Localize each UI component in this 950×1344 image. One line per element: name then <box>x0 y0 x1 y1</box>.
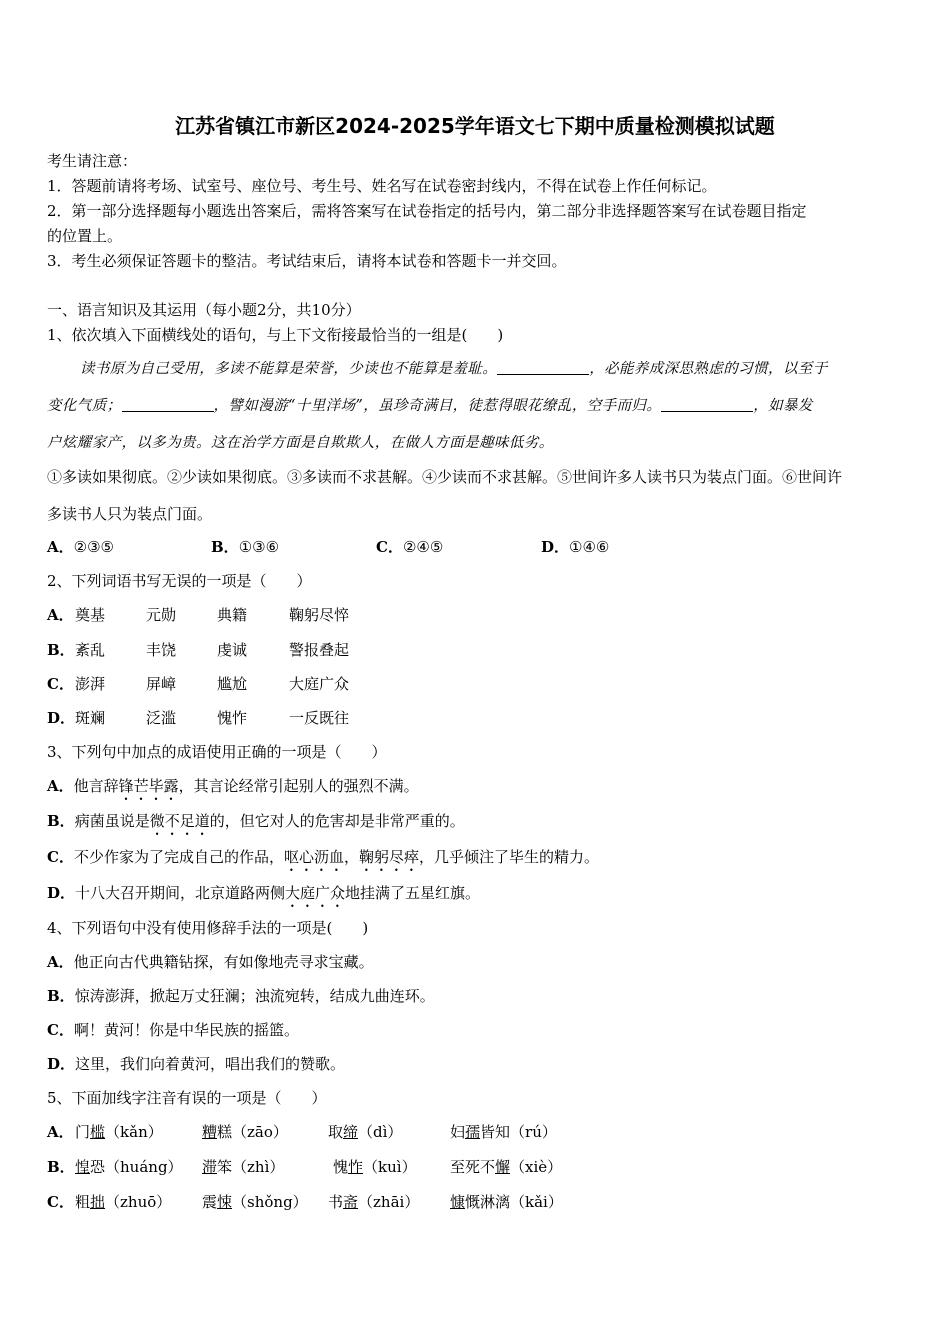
underlined-char: 孺 <box>465 1123 481 1141</box>
q4-option-c[interactable]: C．啊！黄河！你是中华民族的摇篮。 <box>47 1021 299 1039</box>
q1-option-d[interactable]: D．①④⑥ <box>541 538 610 556</box>
q5-item: 书斋（zhāi） <box>328 1193 420 1211</box>
q2-word: 斑斓 <box>75 709 106 727</box>
q4-option-a[interactable]: A．他正向古代典籍钻探，有如像地壳寻求宝藏。 <box>47 953 374 971</box>
q5-option-a[interactable]: A． <box>47 1123 74 1141</box>
q3-option-c[interactable]: C．不少作家为了完成自己的作品，呕心沥血，鞠躬尽瘁，几乎倾注了毕生的精力。 <box>47 848 599 866</box>
underlined-char: 缔 <box>343 1123 359 1141</box>
q2-stem: 2、下列词语书写无误的一项是（ ） <box>47 572 312 590</box>
notice-item: 2．第一部分选择题每小题选出答案后，需将答案写在试卷指定的括号内，第二部分非选择题答案写在试卷题目指定 <box>47 202 807 220</box>
underlined-char: 悚 <box>217 1193 233 1211</box>
page-title: 江苏省镇江市新区2024-2025学年语文七下期中质量检测模拟试题 <box>175 114 775 138</box>
emphasized-idiom: 微不足道 <box>149 812 210 830</box>
q5-item: 糟糕（zāo） <box>202 1123 288 1141</box>
q1-stem: 1、依次填入下面横线处的语句，与上下文衔接最恰当的一组是( ) <box>47 326 504 344</box>
q2-word: 大庭广众 <box>289 675 350 693</box>
q3-stem: 3、下列句中加点的成语使用正确的一项是（ ） <box>47 743 387 761</box>
q1-passage-line: 变化气质； ，譬如漫游“十里洋场”，虽珍奇满目，徒惹得眼花缭乱，空手而归。 ，如暴发 <box>47 398 813 414</box>
q2-word: 澎湃 <box>75 675 106 693</box>
q2-word: 愧怍 <box>217 709 248 727</box>
underlined-char: 慷 <box>450 1193 466 1211</box>
q2-word: 紊乱 <box>75 641 106 659</box>
q2-word: 元勋 <box>146 606 177 624</box>
q3-option-d[interactable]: D．十八大召开期间，北京道路两侧大庭广众地挂满了五星红旗。 <box>47 884 481 902</box>
answer-blank <box>497 360 589 375</box>
q2-word: 屏嶂 <box>146 675 177 693</box>
underlined-char: 怍 <box>348 1158 364 1176</box>
underlined-char: 拙 <box>90 1193 106 1211</box>
q5-item: 震悚（shǒng） <box>202 1193 308 1211</box>
notice-item: 1．答题前请将考场、试室号、座位号、考生号、姓名写在试卷密封线内，不得在试卷上作任何标记。 <box>47 177 717 195</box>
q1-choices-line: 多读书人只为装点门面。 <box>47 505 213 523</box>
answer-blank <box>122 397 214 412</box>
q1-option-c[interactable]: C．②④⑤ <box>376 538 444 556</box>
underlined-char: 斋 <box>343 1193 359 1211</box>
q5-item: 妇孺皆知（rú） <box>450 1123 557 1141</box>
q2-word: 警报叠起 <box>289 641 350 659</box>
q1-passage-line: 读书原为自己受用，多读不能算是荣誉，少读也不能算是羞耻。 ，必能养成深思熟虑的习惯，以至于 <box>80 361 828 377</box>
q2-word: 典籍 <box>217 606 248 624</box>
q5-option-b[interactable]: B． <box>47 1158 75 1176</box>
q3-option-a[interactable]: A．他言辞锋芒毕露，其言论经常引起别人的强烈不满。 <box>47 777 419 795</box>
q1-option-a[interactable]: A．②③⑤ <box>47 538 114 556</box>
answer-blank <box>661 397 753 412</box>
q1-passage-line: 户炫耀家产，以多为贵。这在治学方面是自欺欺人，在做人方面是趣味低劣。 <box>47 435 554 451</box>
emphasized-idiom: 锋芒毕露 <box>118 777 179 795</box>
underlined-char: 懈 <box>495 1158 511 1176</box>
q4-option-d[interactable]: D．这里，我们向着黄河，唱出我们的赞歌。 <box>47 1055 346 1073</box>
q2-option-c[interactable]: C． <box>47 675 74 693</box>
q2-word: 尴尬 <box>217 675 248 693</box>
q2-word: 奠基 <box>75 606 106 624</box>
q4-stem: 4、下列语句中没有使用修辞手法的一项是( ) <box>47 919 369 937</box>
q5-item: 滞笨（zhì） <box>202 1158 285 1176</box>
notice-heading: 考生请注意： <box>47 152 138 170</box>
q2-word: 泛滥 <box>146 709 177 727</box>
q1-option-b[interactable]: B．①③⑥ <box>211 538 280 556</box>
q5-item: 惶恐（huáng） <box>75 1158 183 1176</box>
underlined-char: 糟 <box>202 1123 218 1141</box>
q5-option-c[interactable]: C． <box>47 1193 74 1211</box>
q5-item: 粗拙（zhuō） <box>75 1193 172 1211</box>
q2-option-b[interactable]: B． <box>47 641 75 659</box>
q2-word: 虔诚 <box>217 641 248 659</box>
underlined-char: 惶 <box>75 1158 91 1176</box>
section-heading: 一、语言知识及其运用（每小题2分，共10分） <box>47 301 361 319</box>
q2-word: 鞠躬尽悴 <box>289 606 350 624</box>
underlined-char: 滞 <box>202 1158 218 1176</box>
notice-item: 3．考生必须保证答题卡的整洁。考试结束后，请将本试卷和答题卡一并交回。 <box>47 252 567 270</box>
underlined-char: 槛 <box>90 1123 106 1141</box>
q5-item: 取缔（dì） <box>328 1123 403 1141</box>
q3-option-b[interactable]: B．病菌虽说是微不足道的，但它对人的危害却是非常严重的。 <box>47 812 465 830</box>
q5-item: 愧怍（kuì） <box>333 1158 417 1176</box>
q2-word: 丰饶 <box>146 641 177 659</box>
q2-option-a[interactable]: A． <box>47 606 74 624</box>
q1-choices-line: ①多读如果彻底。②少读如果彻底。③多读而不求甚解。④少读而不求甚解。⑤世间许多人读书只为装点门面。⑥世间许 <box>47 468 843 486</box>
notice-item: 的位置上。 <box>47 227 123 245</box>
q4-option-b[interactable]: B．惊涛澎湃，掀起万丈狂澜；浊流宛转，结成九曲连环。 <box>47 987 435 1005</box>
q5-item: 至死不懈（xiè） <box>450 1158 563 1176</box>
q2-word: 一反既往 <box>289 709 350 727</box>
q5-stem: 5、下面加线字注音有误的一项是（ ） <box>47 1089 327 1107</box>
q2-option-d[interactable]: D． <box>47 709 76 727</box>
emphasized-idiom: 大庭广众 <box>285 884 346 902</box>
q5-item: 慷慨淋漓（kǎi） <box>450 1193 563 1211</box>
q5-item: 门槛（kǎn） <box>75 1123 163 1141</box>
emphasized-idiom: 呕心沥血，鞠躬尽瘁 <box>283 848 419 866</box>
